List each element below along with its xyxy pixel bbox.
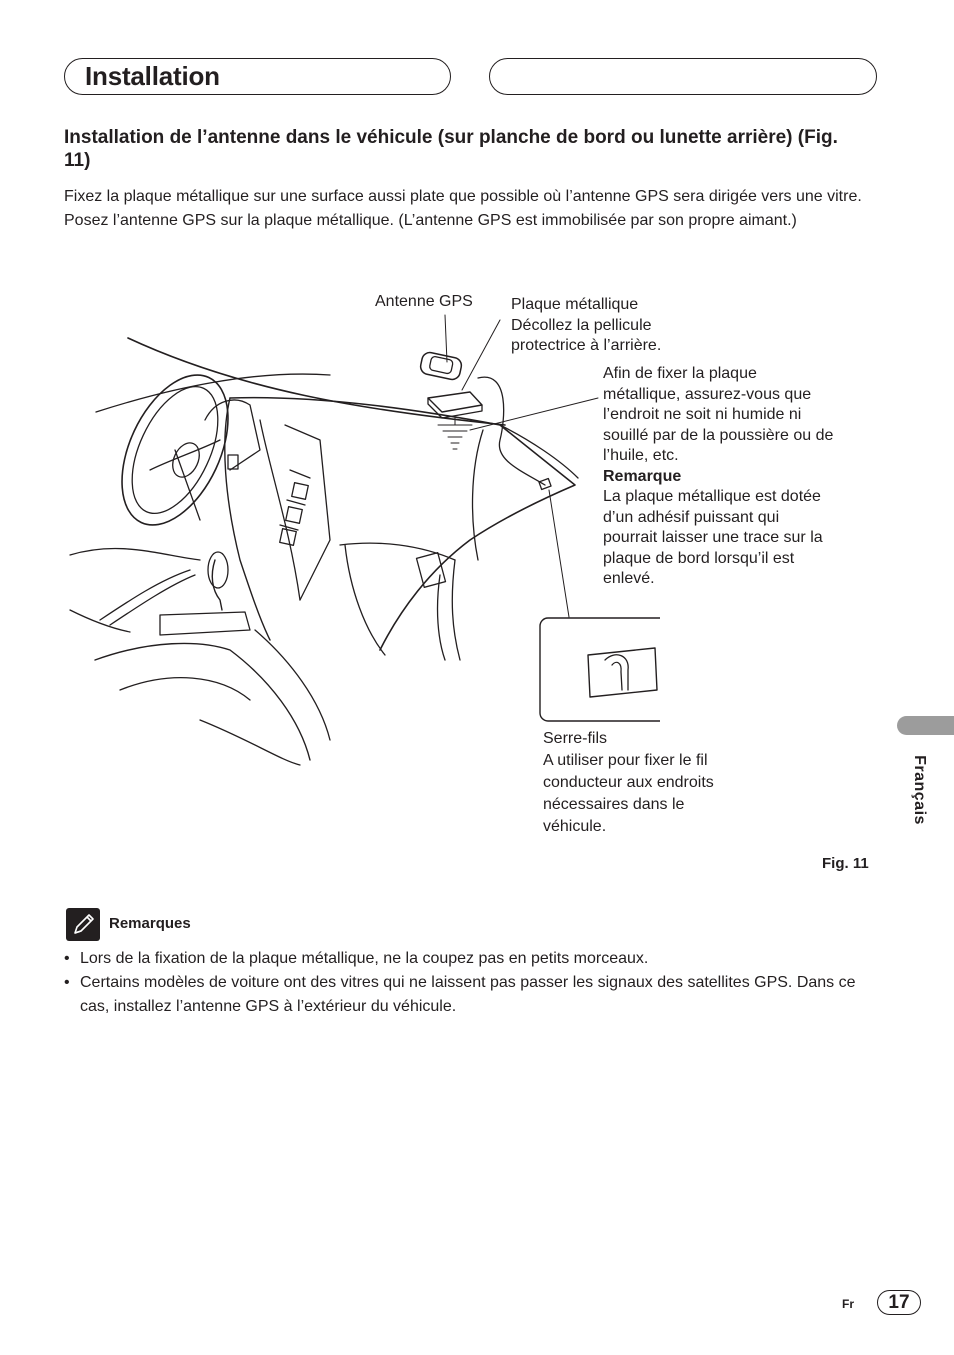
label-line: l’endroit ne soit ni humide ni xyxy=(603,406,802,423)
list-item: • Lors de la fixation de la plaque métallique, ne la coupez pas en petits morceaux. xyxy=(64,947,884,971)
label-line: véhicule. xyxy=(543,818,607,835)
label-line: protectrice à l’arrière. xyxy=(511,337,662,354)
label-line: pourrait laisser une trace sur la xyxy=(603,529,823,546)
label-line: Serre-fils xyxy=(543,730,608,747)
section-heading: Installation de l’antenne dans le véhicule (sur planche de bord ou lunette arrière) (Fig. 11) xyxy=(64,127,838,171)
footer-language-code: Fr xyxy=(842,1297,854,1311)
header-title-box xyxy=(64,58,451,95)
language-tab xyxy=(897,716,954,735)
label-line: A utiliser pour fixer le fil xyxy=(543,752,708,769)
label-afin-remarque xyxy=(603,364,833,590)
label-plaque-metallique xyxy=(511,295,661,357)
header-empty-box xyxy=(489,58,877,95)
list-item: • Certains modèles de voiture ont des vitres qui ne laissent pas passer les signaux des satellites GPS. Dans ce cas, installez l’antenne GPS à l’extérieur du véhicule. xyxy=(64,971,884,1019)
pencil-note-icon xyxy=(66,908,100,941)
label-antenne-gps: Antenne GPS xyxy=(375,293,473,310)
page-number: 17 xyxy=(877,1290,921,1315)
language-label: Français xyxy=(911,755,928,825)
label-line: La plaque métallique est dotée xyxy=(603,488,821,505)
intro-paragraph: Fixez la plaque métallique sur une surface aussi plate que possible où l’antenne GPS sera dirigée vers une vitre. Posez l’antenne GPS sur la plaque métallique. (L’antenne GPS est immobilisée par son propre aimant.) xyxy=(64,188,862,229)
label-line: souillé par de la poussière ou de xyxy=(603,426,834,444)
label-line: d’un adhésif puissant qui xyxy=(603,508,780,526)
label-serre-fils xyxy=(543,728,714,838)
label-line: plaque de bord lorsqu’il est xyxy=(603,549,795,567)
label-line: conducteur aux endroits xyxy=(543,774,714,791)
remarque-title: Remarque xyxy=(603,467,682,485)
label-line: métallique, assurez-vous que xyxy=(603,385,812,403)
figure-caption: Fig. 11 xyxy=(822,855,869,872)
label-line: nécessaires dans le xyxy=(543,796,685,813)
label-line: enlevé. xyxy=(603,570,655,587)
notes-heading: Remarques xyxy=(109,915,191,932)
label-line: l’huile, etc. xyxy=(603,447,679,464)
notes-list xyxy=(64,947,884,1019)
label-line: Afin de fixer la plaque xyxy=(603,365,757,382)
label-line: Plaque métallique xyxy=(511,296,639,313)
label-line: Décollez la pellicule xyxy=(511,316,652,334)
page-title: Installation xyxy=(85,61,220,91)
